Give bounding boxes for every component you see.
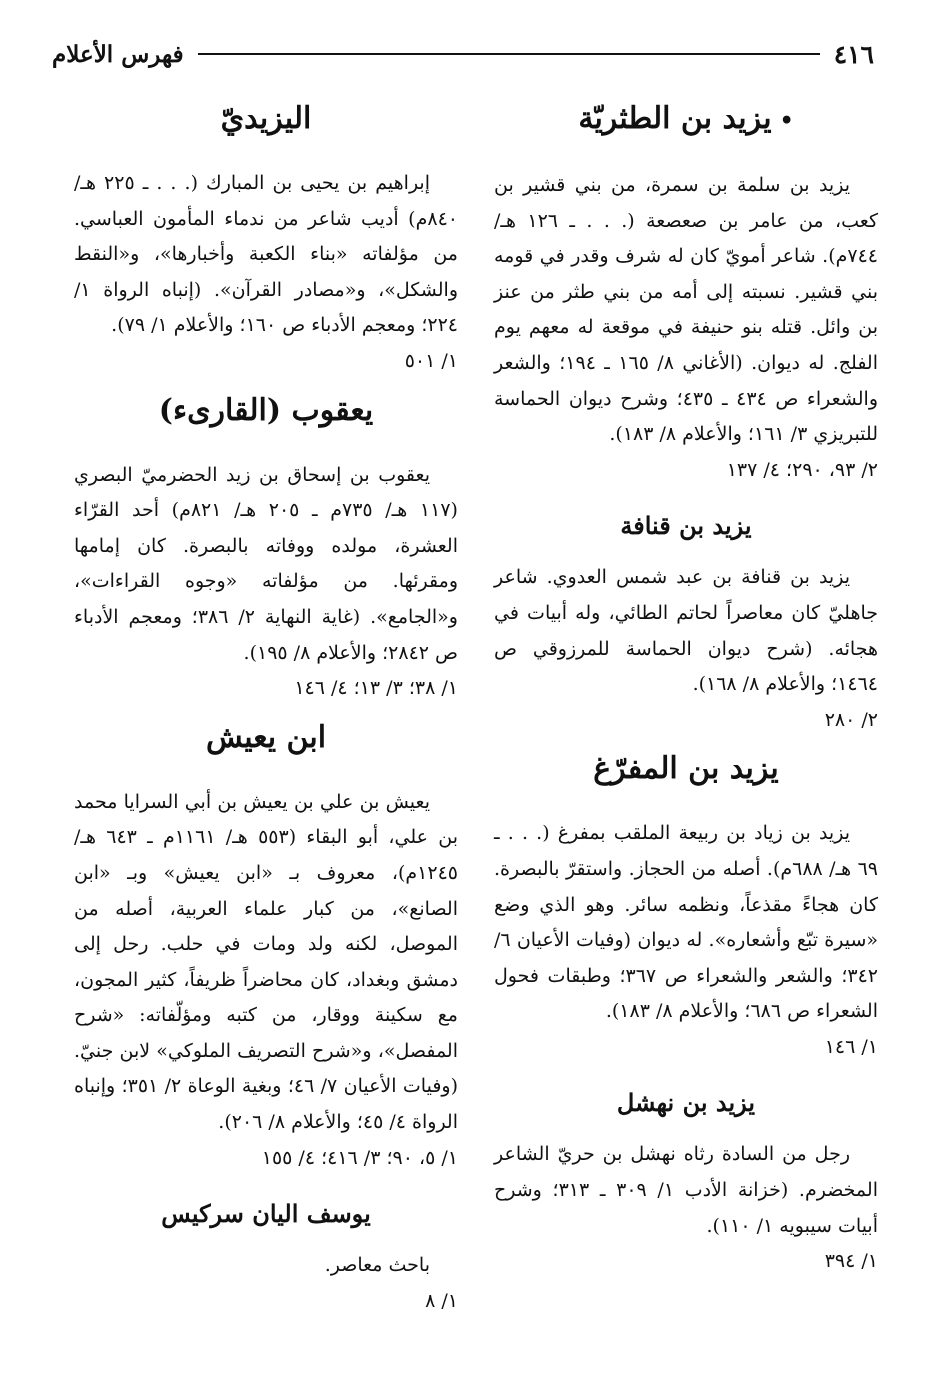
entry-references: ١/ ٨ xyxy=(425,1289,458,1312)
entry-references: ١/ ١٤٦ xyxy=(824,1035,878,1058)
entry-yazid-ibn-al-mufarragh xyxy=(494,744,878,1065)
entry-title: يعقوب (القارىء) xyxy=(158,392,374,428)
entry-yusuf-ilyan-sarkis xyxy=(74,1194,458,1319)
entry-body: باحث معاصر. xyxy=(324,1254,430,1277)
entry-yazid-ibn-al-tathriyya xyxy=(494,94,878,488)
entry-body: رجل من السادة رثاه نهشل بن حريّ الشاعر المخضرم. (خزانة الأدب ١/ ٣٠٩ ـ ٣١٣؛ وشرح أبيات سيبويه ١/ ١١٠). xyxy=(494,1143,878,1237)
entry-references: ١/ ٥٠١ xyxy=(404,349,458,372)
entry-ibn-yaish xyxy=(74,713,458,1177)
running-header xyxy=(52,34,874,74)
entry-title-text: يزيد بن الطثريّة xyxy=(578,101,772,136)
entry-yaqub-al-qari xyxy=(74,386,458,707)
entry-body: يزيد بن سلمة بن سمرة، من بني قشير بن كعب، من عامر بن صعصعة (. . . ـ ١٢٦ هـ/ ٧٤٤م). شاعر أمويّ كان له شرف وقدر في قومه بني قشير. نسبته إلى أمه من بني طثر من عنز بن وائل. قتله بنو حنيفة في موقعة له معهم يوم الفلج. له ديوان. (الأغاني ٨/ ١٦٥ ـ ١٩٤؛ والشعر والشعراء ص ٤٣٤ ـ ٤٣٥؛ وشرح ديوان الحماسة للتبريزي ٣/ ١٦١؛ والأعلام ٨/ ١٨٣). xyxy=(494,174,878,446)
entry-title: يزيد بن قنافة xyxy=(620,511,752,541)
entry-title: يوسف اليان سركيس xyxy=(161,1199,371,1229)
entry-yazid-ibn-qunafa xyxy=(494,506,878,738)
entry-title: يزيد بن المفرّغ xyxy=(593,751,779,787)
entry-references: ٢/ ٢٨٠ xyxy=(824,708,878,731)
entry-title xyxy=(494,94,878,146)
index-title: فهرس الأعلام xyxy=(52,40,184,68)
entry-al-yazidi xyxy=(74,94,458,380)
entry-body: يعيش بن علي بن يعيش بن أبي السرايا محمد بن علي، أبو البقاء (٥٥٣ هـ/ ١١٦١م ـ ٦٤٣ هـ/ ١٢٤٥م)، معروف بـ «ابن يعيش» وبـ «ابن الصانع»، من كبار علماء العربية، أصله من الموصل، لكنه ولد ومات في حلب. رحل إلى دمشق وبغداد، كان محاضراً ظريفاً، كثير المجون، مع سكينة ووقار، من كتبه ومؤلّفاته: «شرح المفصل»، و«شرح التصريف الملوكي» لابن جنيّ. (وفيات الأعيان ٧/ ٤٦؛ وبغية الوعاة ٢/ ٣٥١؛ وإنباه الرواة ٤/ ٤٥؛ والأعلام ٨/ ٢٠٦). xyxy=(74,790,458,1134)
entry-title: يزيد بن نهشل xyxy=(616,1088,756,1118)
entry-title: ابن يعيش xyxy=(205,719,327,755)
entry-references: ٢/ ٩٣، ٢٩٠؛ ٤/ ١٣٧ xyxy=(726,458,878,481)
entry-yazid-ibn-nahshal xyxy=(494,1083,878,1279)
left-column xyxy=(74,88,458,1319)
entry-body: يزيد بن قنافة بن عبد شمس العدوي. شاعر جاهليّ كان معاصراً لحاتم الطائي، وله أبيات في هجائه. (شرح ديوان الحماسة للمرزوقي ص ١٤٦٤؛ والأعلام ٨/ ١٦٨). xyxy=(494,566,878,696)
right-column xyxy=(494,88,878,1280)
entry-bullet: • xyxy=(779,108,794,134)
entry-references: ١/ ٣٩٤ xyxy=(824,1250,878,1273)
page-number: ٤١٦ xyxy=(833,39,874,69)
entry-references: ١/ ٥، ٩٠؛ ٣/ ٤١٦؛ ٤/ ١٥٥ xyxy=(261,1146,458,1169)
entry-title: اليزيديّ xyxy=(220,101,312,136)
entry-body: إبراهيم بن يحيى بن المبارك (. . . ـ ٢٢٥ هـ/ ٨٤٠م) أديب شاعر من ندماء المأمون العباسي. من مؤلفاته «بناء الكعبة وأخبارها»، و«النقط والشكل»، و«مصادر القرآن». (إنباه الرواة ١/ ٢٢٤؛ ومعجم الأدباء ص ١٦٠؛ والأعلام ١/ ٧٩). xyxy=(74,172,458,337)
entry-body: يزيد بن زياد بن ربيعة الملقب بمفرغ (. . . ـ ٦٩ هـ/ ٦٨٨م). أصله من الحجاز. واستقرّ بالبصرة. كان هجاءً مقذعاً، ونظمه سائر. وهو الذي وضع «سيرة تبّع وأشعاره». له ديوان (وفيات الأعيان ٦/ ٣٤٢؛ والشعر والشعراء ص ٣٦٧؛ وطبقات فحول الشعراء ص ٦٨٦؛ والأعلام ٨/ ١٨٣). xyxy=(494,822,878,1023)
entry-body: يعقوب بن إسحاق بن زيد الحضرميّ البصري (١١٧ هـ/ ٧٣٥م ـ ٢٠٥ هـ/ ٨٢١م) أحد القرّاء العشرة، مولده ووفاته بالبصرة. كان إمامها ومقرئها. من مؤلفاته «وجوه القراءات»، و«الجامع». (غاية النهاية ٢/ ٣٨٦؛ ومعجم الأدباء ص ٢٨٤٢؛ والأعلام ٨/ ١٩٥). xyxy=(74,463,458,664)
header-rule xyxy=(198,53,820,55)
entry-references: ١/ ٣٨؛ ٣/ ١٣؛ ٤/ ١٤٦ xyxy=(294,677,458,700)
